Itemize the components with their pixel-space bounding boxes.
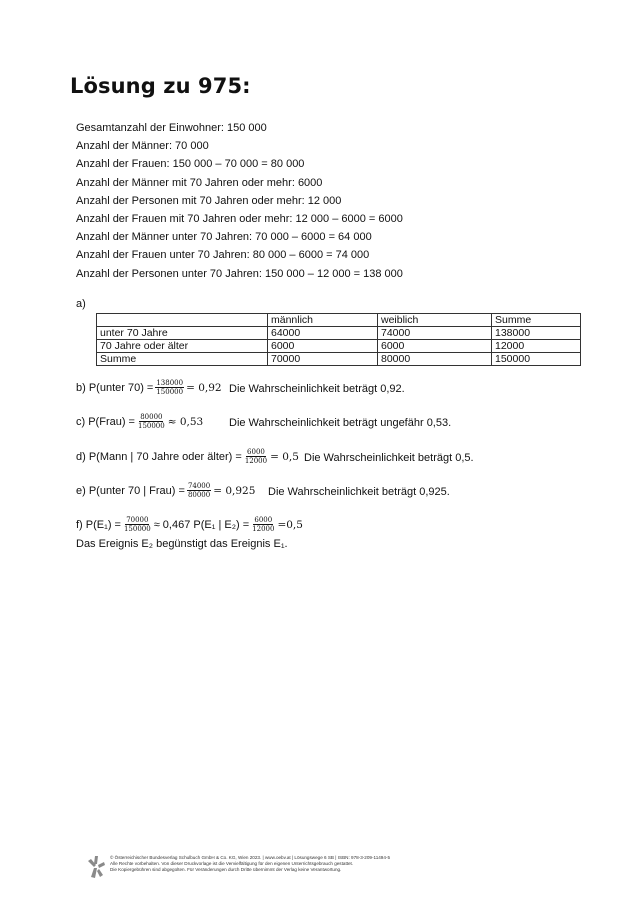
part-b-formula	[76, 379, 222, 396]
denominator: 12000	[252, 525, 275, 533]
part-e-lhs: e) P(unter 70 | Frau) =	[76, 484, 185, 497]
part-e-sentence: Die Wahrscheinlichkeit beträgt 0,925.	[268, 486, 450, 498]
numerator: 80000	[140, 413, 163, 421]
denominator: 150000	[156, 388, 184, 396]
table-cell: 80000	[378, 353, 492, 366]
table-cell: 138000	[492, 327, 581, 340]
fact-line: Anzahl der Personen unter 70 Jahren: 150 000 – 12 000 = 138 000	[76, 267, 403, 280]
table-row	[97, 340, 581, 353]
table-cell: Summe	[492, 314, 581, 327]
table-cell: Summe	[97, 353, 268, 366]
footer-copyright	[110, 855, 390, 874]
fraction	[155, 379, 184, 396]
fact-line: Anzahl der Männer mit 70 Jahren oder mehr: 6000	[76, 176, 323, 189]
part-e-formula	[76, 482, 255, 499]
table-cell: 64000	[268, 327, 378, 340]
part-d-formula	[76, 448, 299, 465]
contingency-table	[96, 313, 581, 366]
fact-line: Anzahl der Männer: 70 000	[76, 140, 209, 153]
fraction	[137, 413, 166, 430]
facts-list	[76, 119, 403, 283]
numerator: 70000	[126, 516, 149, 524]
part-b-lhs: b) P(unter 70) =	[76, 381, 154, 394]
footer-line: Alle Rechte vorbehalten. Von dieser Druckvorlage ist die Vervielfältigung für den eigenen Unterrichtsgebrauch gestattet.	[110, 861, 354, 867]
fact-line: Anzahl der Männer unter 70 Jahren: 70 000 – 6000 = 64 000	[76, 231, 372, 244]
fact-line: Anzahl der Frauen: 150 000 – 70 000 = 80 000	[76, 158, 305, 171]
numerator: 74000	[187, 482, 211, 490]
denominator: 12000	[244, 457, 268, 465]
table-cell: 70000	[268, 353, 378, 366]
part-b-result: = 0,92	[186, 381, 222, 394]
numerator: 6000	[254, 516, 273, 524]
table-cell: 74000	[378, 327, 492, 340]
table-row	[97, 327, 581, 340]
table-cell: 6000	[378, 340, 492, 353]
denominator: 150000	[123, 525, 151, 533]
part-b-sentence: Die Wahrscheinlichkeit beträgt 0,92.	[229, 383, 405, 395]
table-cell: unter 70 Jahre	[97, 327, 268, 340]
fraction	[251, 516, 275, 533]
table-cell: männlich	[268, 314, 378, 327]
part-c-lhs: c) P(Frau) =	[76, 415, 135, 428]
part-a-label: a)	[76, 298, 86, 310]
part-f-formula	[76, 516, 303, 533]
table-cell: 150000	[492, 353, 581, 366]
numerator: 138000	[156, 379, 184, 387]
part-d-result: = 0,5	[270, 450, 299, 463]
part-c-formula	[76, 413, 203, 430]
table-cell: 6000	[268, 340, 378, 353]
part-d-sentence: Die Wahrscheinlichkeit beträgt 0,5.	[304, 452, 474, 464]
page-title: Lösung zu 975:	[70, 74, 251, 98]
fraction	[123, 516, 152, 533]
part-f-result: =0,5	[277, 518, 303, 531]
numerator: 6000	[247, 448, 265, 456]
fraction	[187, 482, 211, 499]
table-cell: 70 Jahre oder älter	[97, 340, 268, 353]
part-e-result: = 0,925	[213, 484, 256, 497]
publisher-logo-icon	[86, 855, 106, 879]
denominator: 80000	[187, 491, 211, 499]
table-cell: weiblich	[378, 314, 492, 327]
fact-line: Anzahl der Frauen unter 70 Jahren: 80 000 – 6000 = 74 000	[76, 249, 370, 262]
part-c-result: ≈ 0,53	[167, 415, 204, 428]
footer-line: © Österreichischer Bundesverlag Schulbuch GmbH & Co. KG, Wien 2023. | www.oebv.at | Lösungswege 6 SB | ISBN: 978-3-209-11494-5	[110, 855, 391, 860]
part-f-lhs: f) P(E₁) =	[76, 518, 121, 531]
table-cell: 12000	[492, 340, 581, 353]
part-d-lhs: d) P(Mann | 70 Jahre oder älter) =	[76, 450, 242, 463]
fact-line: Anzahl der Frauen mit 70 Jahren oder mehr: 12 000 – 6000 = 6000	[76, 212, 403, 225]
fraction	[244, 448, 268, 465]
denominator: 150000	[137, 422, 165, 430]
table-header-row	[97, 314, 581, 327]
part-f-mid: ≈ 0,467 P(E₁ | E₂) =	[153, 518, 250, 531]
fact-line: Anzahl der Personen mit 70 Jahren oder mehr: 12 000	[76, 194, 342, 207]
table-row	[97, 353, 581, 366]
part-f-conclusion: Das Ereignis E₂ begünstigt das Ereignis E₁.	[76, 538, 288, 550]
fact-line: Gesamtanzahl der Einwohner: 150 000	[76, 122, 267, 134]
footer-line: Die Kopiergebühren sind abgegolten. Für Veränderungen durch Dritte übernimmt der Verlag keine Verantwortung.	[110, 867, 342, 873]
part-c-sentence: Die Wahrscheinlichkeit beträgt ungefähr 0,53.	[229, 417, 452, 429]
table-cell	[97, 314, 268, 327]
